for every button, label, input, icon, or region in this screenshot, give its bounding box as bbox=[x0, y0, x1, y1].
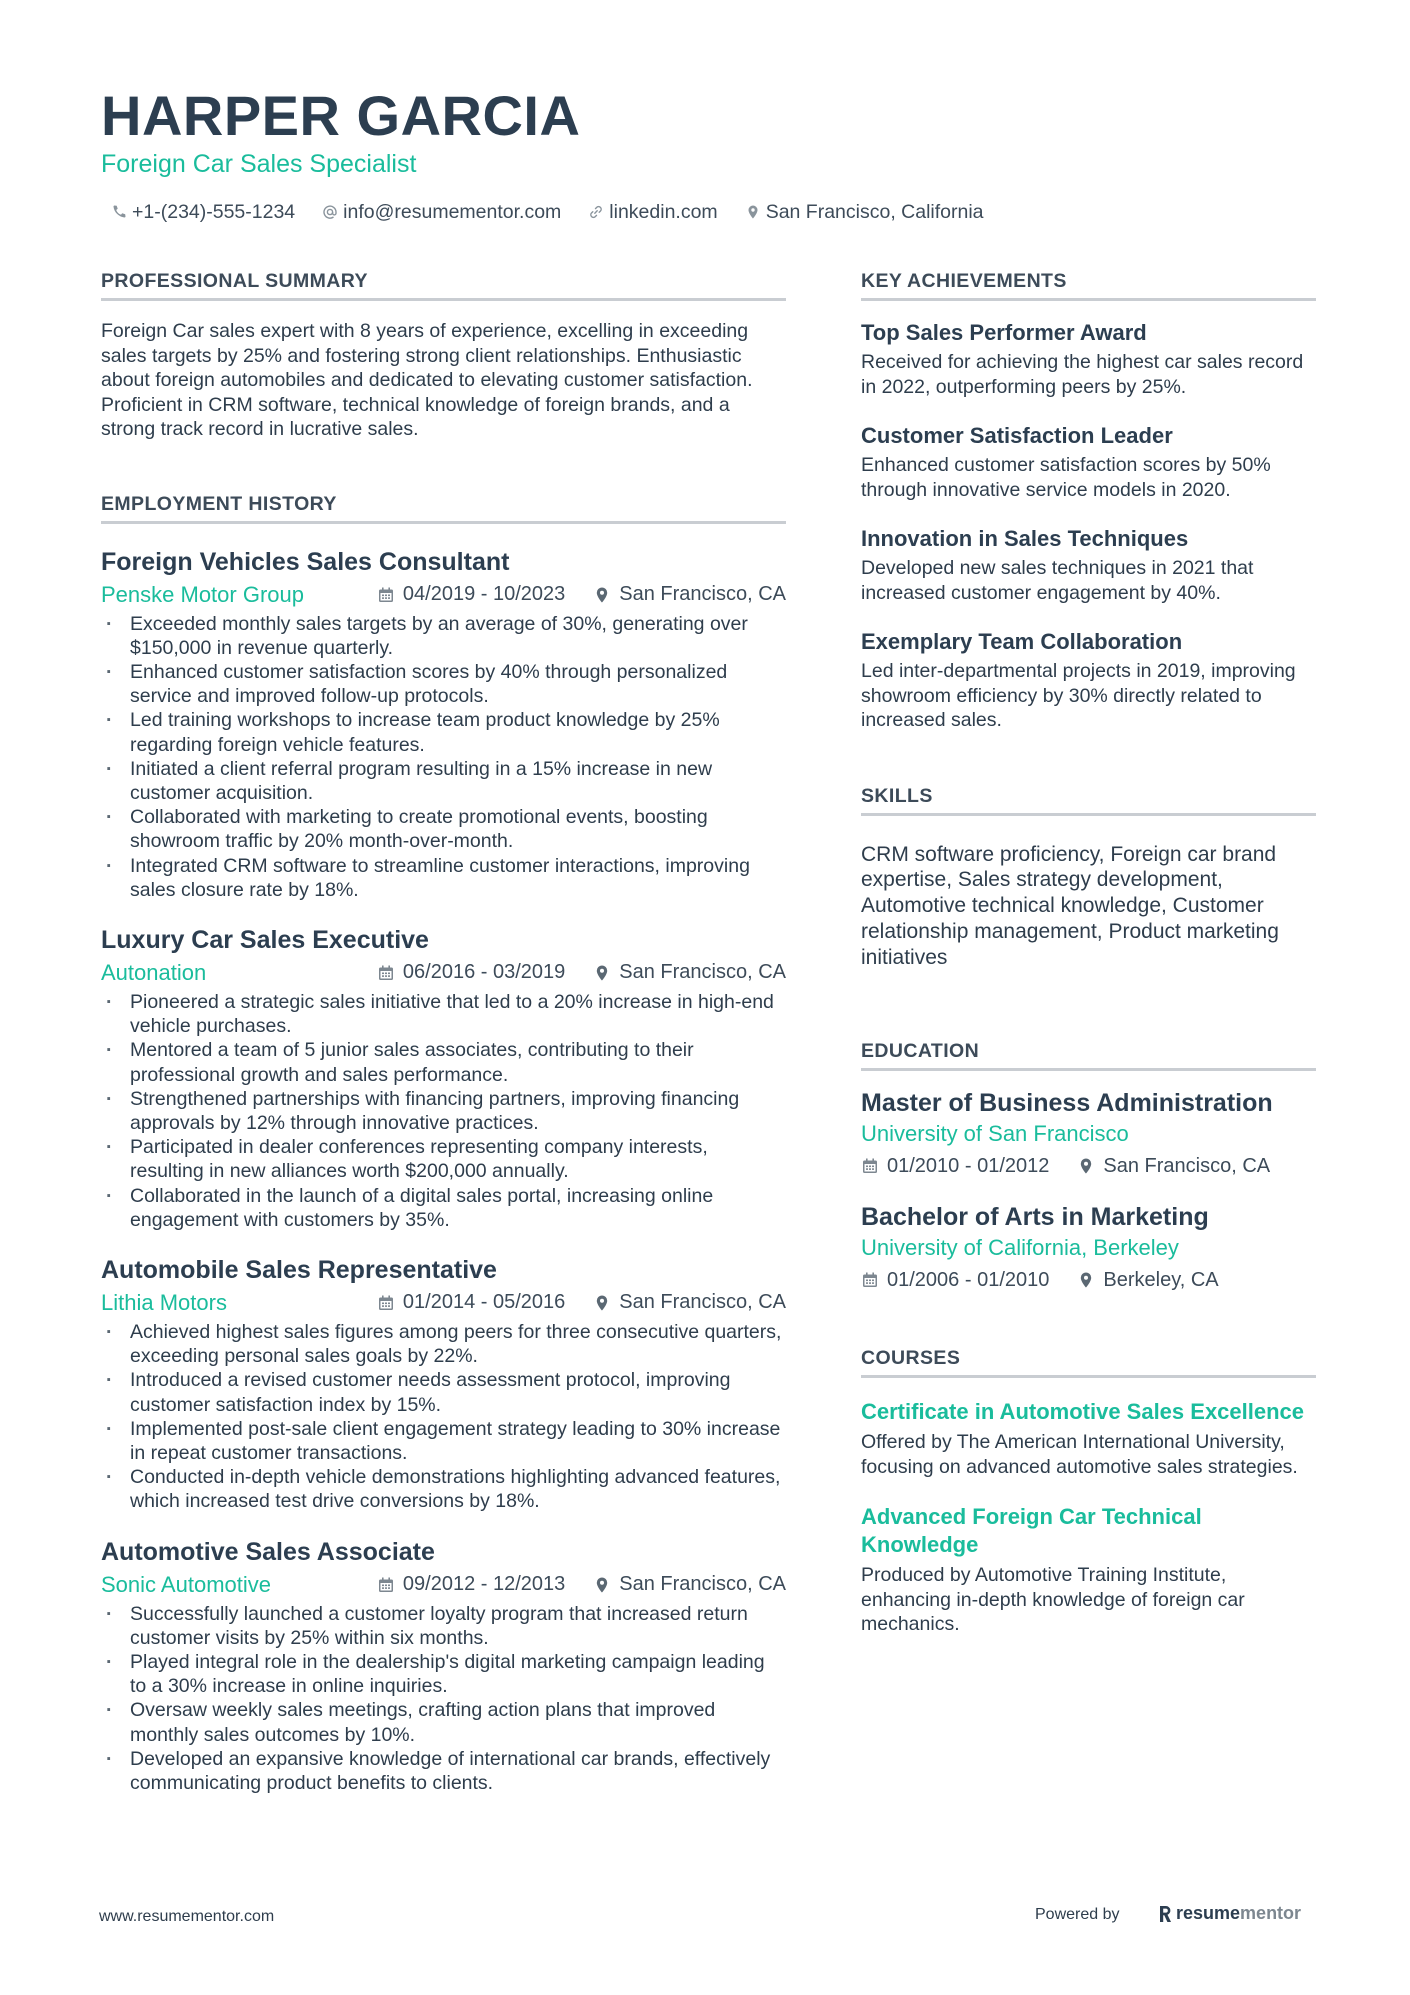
education-section bbox=[861, 1038, 1316, 1297]
job-entry bbox=[101, 1536, 786, 1796]
job-location-text: San Francisco, CA bbox=[619, 1573, 786, 1596]
achievement-title: Exemplary Team Collaboration bbox=[861, 629, 1183, 654]
job-location bbox=[593, 1291, 786, 1314]
candidate-role: Foreign Car Sales Specialist bbox=[101, 150, 417, 178]
company-name: Penske Motor Group bbox=[101, 581, 304, 607]
course-desc: Produced by Automotive Training Institute, enhancing in-depth knowledge of foreign car mechanics. bbox=[861, 1564, 1245, 1636]
education-dates-text: 01/2010 - 01/2012 bbox=[887, 1154, 1050, 1177]
email-text: info@resumementor.com bbox=[343, 201, 562, 223]
course-title: Advanced Foreign Car Technical Knowledge bbox=[861, 1504, 1202, 1558]
education-dates bbox=[861, 1269, 1049, 1292]
list-item: · Oversaw weekly sales meetings, crafting action plans that improved monthly sales outcomes by 10%. bbox=[101, 1698, 786, 1746]
at-icon bbox=[321, 203, 339, 221]
achievement-item bbox=[861, 318, 1316, 399]
list-item: · Mentored a team of 5 junior sales associates, contributing to their professional growth and sales performance. bbox=[101, 1038, 786, 1086]
calendar-icon bbox=[377, 964, 395, 982]
list-item: · Integrated CRM software to streamline customer interactions, improving sales closure rate by 18%. bbox=[101, 854, 786, 902]
map-pin-icon bbox=[1077, 1157, 1095, 1175]
education-item bbox=[861, 1201, 1316, 1297]
map-pin-icon bbox=[593, 964, 611, 982]
company-name: Sonic Automotive bbox=[101, 1571, 271, 1597]
list-item: · Collaborated in the launch of a digital sales portal, increasing online engagement with customers by 35%. bbox=[101, 1184, 786, 1232]
achievement-item bbox=[861, 524, 1316, 605]
job-entry bbox=[101, 924, 786, 1232]
achievement-item bbox=[861, 627, 1316, 733]
job-title: Foreign Vehicles Sales Consultant bbox=[101, 547, 510, 576]
calendar-icon bbox=[377, 586, 395, 604]
contact-bar bbox=[110, 198, 1010, 226]
education-heading: EDUCATION bbox=[861, 1038, 1316, 1071]
course-desc: Offered by The American International University, focusing on advanced automotive sales strategies. bbox=[861, 1431, 1298, 1478]
job-location-text: San Francisco, CA bbox=[619, 961, 786, 984]
course-item bbox=[861, 1398, 1316, 1479]
list-item: · Collaborated with marketing to create promotional events, boosting showroom traffic by 20% month-over-month. bbox=[101, 805, 786, 853]
job-title: Automobile Sales Representative bbox=[101, 1255, 497, 1284]
list-item: · Enhanced customer satisfaction scores by 40% through personalized service and improved follow-up protocols. bbox=[101, 660, 786, 708]
school-name: University of San Francisco bbox=[861, 1121, 1129, 1147]
resumementor-logo-icon bbox=[1158, 1904, 1172, 1924]
education-meta bbox=[861, 1263, 1316, 1297]
degree-title: Bachelor of Arts in Marketing bbox=[861, 1203, 1209, 1232]
achievement-desc: Developed new sales techniques in 2021 that increased customer engagement by 40%. bbox=[861, 557, 1254, 604]
job-location-text: San Francisco, CA bbox=[619, 583, 786, 605]
job-location-text: San Francisco, CA bbox=[619, 1291, 786, 1314]
skills-section bbox=[861, 783, 1316, 971]
job-location bbox=[593, 961, 786, 984]
calendar-icon bbox=[861, 1157, 879, 1175]
logo-text-mentor: mentor bbox=[1240, 1903, 1302, 1923]
list-item: · Introduced a revised customer needs assessment protocol, improving customer satisfaction index by 15%. bbox=[101, 1368, 786, 1416]
job-dates bbox=[377, 961, 565, 984]
job-dates bbox=[377, 1573, 565, 1596]
job-meta bbox=[101, 578, 786, 612]
job-meta bbox=[101, 1286, 786, 1320]
school-name: University of California, Berkeley bbox=[861, 1235, 1179, 1261]
list-item: · Implemented post-sale client engagement strategy leading to 30% increase in repeat customer transactions. bbox=[101, 1417, 786, 1465]
list-item: · Exceeded monthly sales targets by an average of 30%, generating over $150,000 in revenue quarterly. bbox=[101, 612, 786, 660]
contact-location bbox=[744, 198, 984, 226]
job-bullets bbox=[101, 990, 786, 1232]
job-dates-text: 09/2012 - 12/2013 bbox=[402, 1573, 566, 1596]
resumementor-logo[interactable] bbox=[1158, 1903, 1301, 1924]
candidate-name: HARPER GARCIA bbox=[101, 84, 581, 147]
achievement-title: Top Sales Performer Award bbox=[861, 320, 1147, 345]
achievement-desc: Received for achieving the highest car sales record in 2022, outperforming peers by 25%. bbox=[861, 351, 1304, 398]
degree-title: Master of Business Administration bbox=[861, 1089, 1273, 1118]
achievement-desc: Enhanced customer satisfaction scores by 50% through innovative service models in 2020. bbox=[861, 454, 1271, 501]
list-item: · Strengthened partnerships with financing partners, improving financing approvals by 12% through innovative practices. bbox=[101, 1087, 786, 1135]
contact-email[interactable] bbox=[321, 198, 561, 226]
link-icon bbox=[587, 203, 605, 221]
job-title: Automotive Sales Associate bbox=[101, 1537, 435, 1566]
list-item: · Participated in dealer conferences representing company interests, resulting in new alliances worth $200,000 annually. bbox=[101, 1135, 786, 1183]
achievements-heading: KEY ACHIEVEMENTS bbox=[861, 268, 1316, 301]
phone-text: +1-(234)-555-1234 bbox=[132, 201, 296, 223]
phone-icon bbox=[110, 203, 128, 221]
skills-text: CRM software proficiency, Foreign car brand expertise, Sales strategy development, Automotive technical knowledge, Customer relationship management, Product marketing initiatives bbox=[861, 842, 1279, 969]
left-column bbox=[101, 268, 786, 1795]
company-name: Lithia Motors bbox=[101, 1289, 227, 1315]
course-title: Certificate in Automotive Sales Excellence bbox=[861, 1399, 1305, 1425]
job-dates-text: 04/2019 - 10/2023 bbox=[402, 583, 566, 605]
employment-heading: EMPLOYMENT HISTORY bbox=[101, 491, 786, 524]
list-item: · Achieved highest sales figures among peers for three consecutive quarters, exceeding personal sales goals by 22%. bbox=[101, 1320, 786, 1368]
education-location-text: Berkeley, CA bbox=[1103, 1268, 1219, 1291]
linkedin-text: linkedin.com bbox=[609, 201, 718, 223]
summary-heading: PROFESSIONAL SUMMARY bbox=[101, 268, 786, 301]
map-pin-icon bbox=[1077, 1271, 1095, 1289]
education-dates bbox=[861, 1155, 1049, 1178]
list-item: · Played integral role in the dealership's digital marketing campaign leading to a 30% increase in online inquiries. bbox=[101, 1650, 786, 1698]
job-entry bbox=[101, 1254, 786, 1514]
right-column bbox=[861, 268, 1316, 1637]
list-item: · Initiated a client referral program resulting in a 15% increase in new customer acquisition. bbox=[101, 757, 786, 805]
job-dates-text: 06/2016 - 03/2019 bbox=[402, 961, 566, 984]
list-item: · Developed an expansive knowledge of international car brands, effectively communicating product benefits to clients. bbox=[101, 1747, 786, 1795]
job-entry bbox=[101, 546, 786, 902]
map-pin-icon bbox=[744, 203, 762, 221]
company-name: Autonation bbox=[101, 959, 207, 985]
education-dates-text: 01/2006 - 01/2010 bbox=[887, 1268, 1050, 1291]
achievement-title: Customer Satisfaction Leader bbox=[861, 423, 1173, 448]
achievement-title: Innovation in Sales Techniques bbox=[861, 526, 1189, 551]
skills-heading: SKILLS bbox=[861, 783, 1316, 816]
job-location bbox=[593, 1573, 786, 1596]
achievement-item bbox=[861, 421, 1316, 502]
list-item: · Led training workshops to increase team product knowledge by 25% regarding foreign vehicle features. bbox=[101, 708, 786, 756]
calendar-icon bbox=[377, 1294, 395, 1312]
contact-linkedin[interactable] bbox=[587, 198, 717, 226]
calendar-icon bbox=[861, 1271, 879, 1289]
job-meta bbox=[101, 1568, 786, 1602]
list-item: · Pioneered a strategic sales initiative that led to a 20% increase in high-end vehicle purchases. bbox=[101, 990, 786, 1038]
courses-heading: COURSES bbox=[861, 1345, 1316, 1378]
contact-phone[interactable] bbox=[110, 198, 295, 226]
list-item: · Successfully launched a customer loyalty program that increased return customer visits by 25% within six months. bbox=[101, 1602, 786, 1650]
job-dates bbox=[377, 583, 565, 606]
footer-powered-by: Powered by bbox=[1035, 1906, 1120, 1923]
job-bullets bbox=[101, 1602, 786, 1796]
job-bullets bbox=[101, 1320, 786, 1514]
map-pin-icon bbox=[593, 586, 611, 604]
job-bullets bbox=[101, 612, 786, 902]
education-item bbox=[861, 1087, 1316, 1183]
education-meta bbox=[861, 1149, 1316, 1183]
education-location-text: San Francisco, CA bbox=[1103, 1154, 1271, 1177]
achievement-desc: Led inter-departmental projects in 2019, improving showroom efficiency by 30% directly related to increased sales. bbox=[861, 660, 1296, 731]
job-dates-text: 01/2014 - 05/2016 bbox=[402, 1291, 566, 1314]
job-title: Luxury Car Sales Executive bbox=[101, 925, 429, 954]
footer-url[interactable]: www.resumementor.com bbox=[99, 1908, 275, 1925]
job-dates bbox=[377, 1291, 565, 1314]
location-text: San Francisco, California bbox=[765, 201, 984, 223]
education-location bbox=[1077, 1155, 1270, 1178]
calendar-icon bbox=[377, 1576, 395, 1594]
logo-text-resume: resume bbox=[1176, 1903, 1241, 1923]
summary-text: Foreign Car sales expert with 8 years of experience, excelling in exceeding sales targets by 25% and fostering strong client relationships. Enthusiastic about foreign automobiles and dedicated to elevating customer satisfaction. Proficient in CRM software, technical knowledge of foreign brands, and a strong track record in lucrative sales. bbox=[101, 320, 753, 440]
job-meta bbox=[101, 956, 786, 990]
map-pin-icon bbox=[593, 1576, 611, 1594]
job-location bbox=[593, 583, 786, 606]
course-item bbox=[861, 1503, 1316, 1637]
courses-section bbox=[861, 1345, 1316, 1637]
list-item: · Conducted in-depth vehicle demonstrations highlighting advanced features, which increased test drive conversions by 18%. bbox=[101, 1465, 786, 1513]
education-location bbox=[1077, 1269, 1218, 1292]
map-pin-icon bbox=[593, 1294, 611, 1312]
